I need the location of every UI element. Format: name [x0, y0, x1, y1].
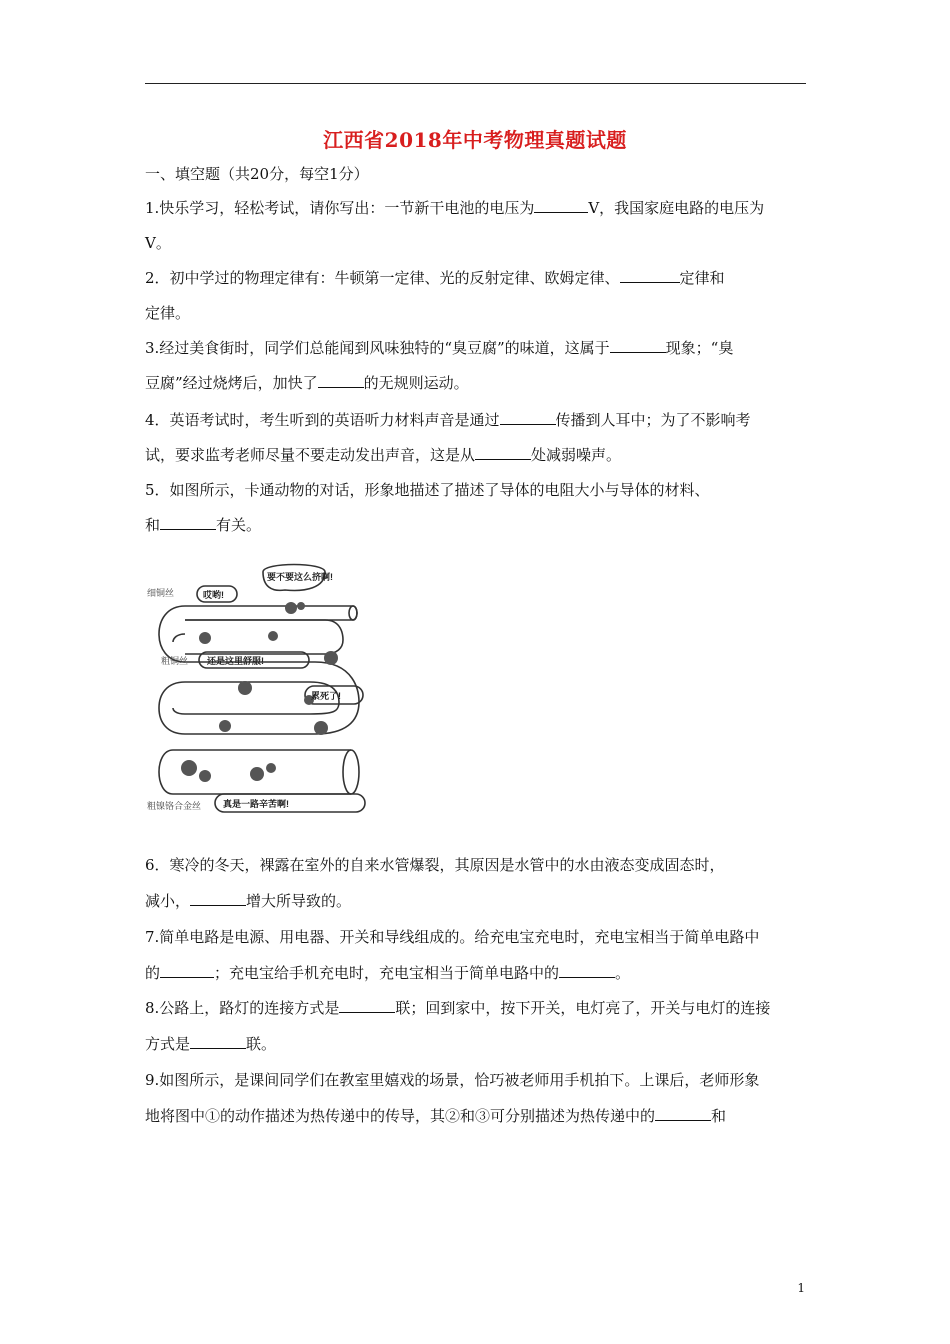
answer-blank[interactable] [160, 963, 214, 978]
answer-blank[interactable] [160, 515, 216, 530]
answer-blank[interactable] [318, 373, 364, 388]
answer-blank[interactable] [534, 198, 588, 213]
answer-blank[interactable] [339, 998, 395, 1013]
bubble-tired: 累死了! [311, 691, 341, 701]
answer-blank[interactable] [190, 1034, 246, 1049]
bubble-comfortable: 还是这里舒服! [207, 656, 264, 666]
section-heading: 一、填空题（共20分，每空1分） [145, 165, 369, 183]
question-5-line-1: 5．如图所示，卡通动物的对话，形象地描述了描述了导体的电阻大小与导体的材料、 [145, 481, 710, 499]
bubble-hard-road: 真是一路辛苦啊! [223, 799, 289, 809]
answer-blank[interactable] [475, 445, 531, 460]
bubble-dont-squeeze: 要不要这么挤啊! [267, 572, 333, 582]
question-4-line-1: 4．英语考试时，考生听到的英语听力材料声音是通过 传播到人耳中；为了不影响考 [145, 411, 751, 429]
question-5-line-2: 和 有关。 [145, 516, 262, 534]
header-rule [145, 83, 806, 84]
question-7-line-1: 7.简单电路是电源、用电器、开关和导线组成的。给充电宝充电时，充电宝相当于简单电路中 [145, 928, 760, 946]
question-4-line-2: 试，要求监考老师尽量不要走动发出声音，这是从 处减弱噪声。 [145, 446, 622, 464]
answer-blank[interactable] [190, 891, 246, 906]
bubble-ouch: 哎哟! [203, 590, 224, 600]
question-7-line-2: 的 ；充电宝给手机充电时，充电宝相当于简单电路中的 。 [145, 964, 631, 982]
question-8-line-1: 8.公路上，路灯的连接方式是 联；回到家中，按下开关，电灯亮了，开关与电灯的连接 [145, 999, 771, 1017]
question-2-line-2: 定律。 [145, 304, 191, 322]
question-3-line-2: 豆腐”经过烧烤后，加快了 的无规则运动。 [145, 374, 469, 392]
page-title: 江西省2018年中考物理真题试题 [323, 128, 627, 152]
question-3-line-1: 3.经过美食街时，同学们总能闻到风味独特的“臭豆腐”的味道，这属于 现象；“臭 [145, 339, 734, 357]
question-9-line-2: 地将图中①的动作描述为热传递中的传导，其②和③可分别描述为热传递中的 和 [145, 1107, 727, 1125]
question-1-line-1: 1.快乐学习，轻松考试，请你写出：一节新干电池的电压为 V，我国家庭电路的电压为 [145, 199, 765, 217]
answer-blank[interactable] [500, 410, 556, 425]
label-thick-copper: 粗铜丝 [161, 656, 189, 666]
answer-blank[interactable] [559, 963, 615, 978]
cartoon-resistance-figure [145, 562, 373, 820]
answer-blank[interactable] [620, 268, 680, 283]
label-thin-copper: 细铜丝 [147, 588, 175, 598]
question-2-line-1: 2．初中学过的物理定律有：牛顿第一定律、光的反射定律、欧姆定律、 定律和 [145, 269, 725, 287]
question-6-line-1: 6．寒冷的冬天，裸露在室外的自来水管爆裂，其原因是水管中的水由液态变成固态时， [145, 856, 725, 874]
label-nichrome: 粗镍铬合金丝 [147, 801, 202, 811]
question-6-line-2: 减小， 增大所导致的。 [145, 892, 352, 910]
question-1-line-2: V。 [145, 234, 171, 252]
answer-blank[interactable] [655, 1106, 711, 1121]
answer-blank[interactable] [610, 338, 666, 353]
question-9-line-1: 9.如图所示，是课间同学们在教室里嬉戏的场景，恰巧被老师用手机拍下。上课后，老师形象 [145, 1071, 760, 1089]
question-8-line-2: 方式是 联。 [145, 1035, 277, 1053]
page-number: 1 [797, 1281, 805, 1295]
